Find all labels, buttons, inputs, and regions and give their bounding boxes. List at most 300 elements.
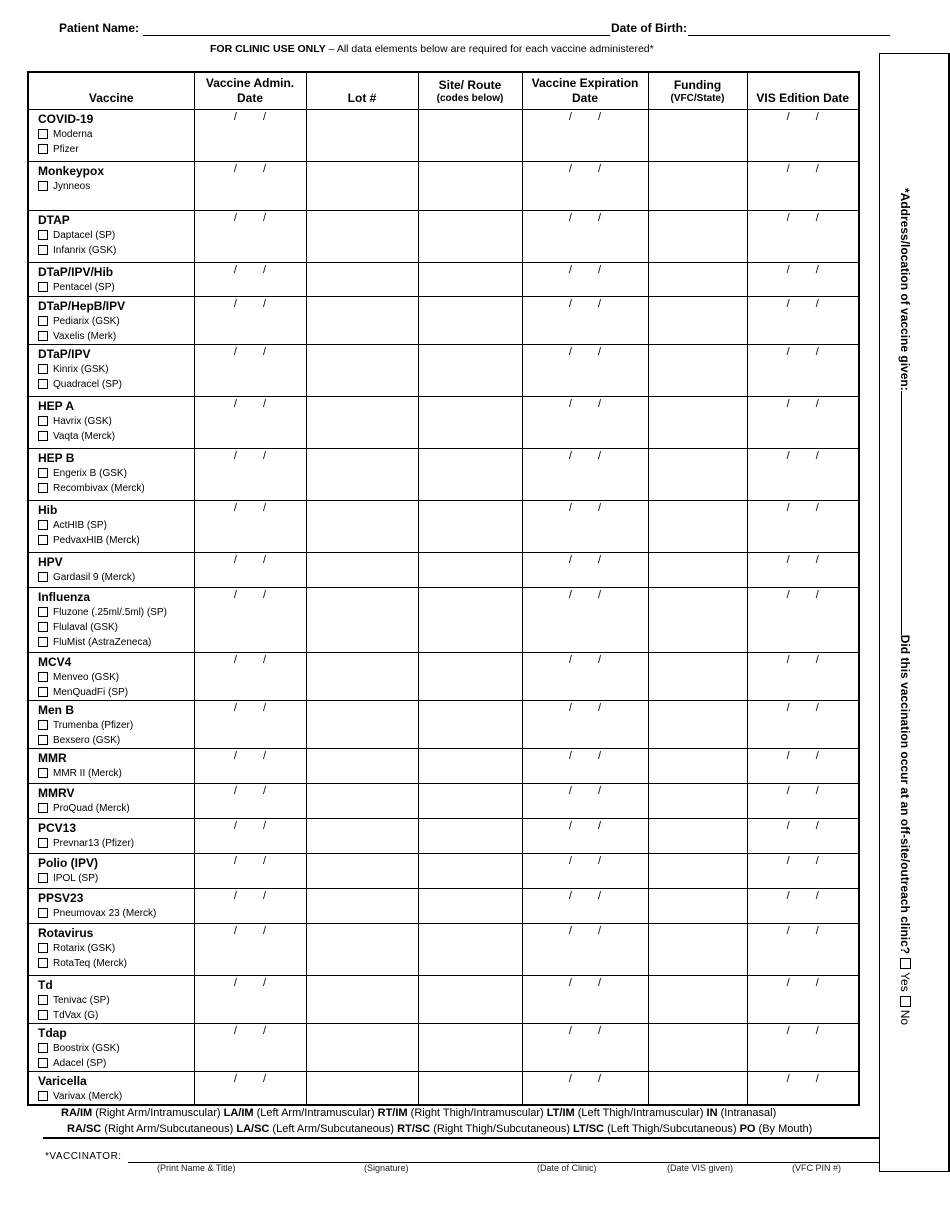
admin-date-cell[interactable]: / / [194, 1071, 306, 1105]
funding-cell[interactable] [648, 748, 747, 783]
option-checkbox[interactable] [38, 873, 48, 883]
route-code: RA/IM [61, 1107, 93, 1119]
vaccine-option [38, 243, 194, 258]
expiration-date-cell[interactable]: / / [522, 161, 648, 210]
vaccine-option [38, 414, 194, 429]
funding-cell[interactable] [648, 587, 747, 652]
expiration-date-cell[interactable]: / / [522, 975, 648, 1023]
route-code: IN [706, 1107, 718, 1119]
admin-date-cell[interactable]: / / [194, 109, 306, 161]
expiration-date-cell[interactable]: / / [522, 748, 648, 783]
option-checkbox[interactable] [38, 572, 48, 582]
vaccine-name: PCV13 [38, 820, 77, 835]
route-code: PO [739, 1123, 756, 1135]
vis-date-cell[interactable]: / / [747, 652, 859, 700]
vaccine-option [38, 801, 194, 816]
vaccine-name: HEP A [38, 398, 75, 413]
vaccine-cell [28, 448, 194, 500]
vis-date-cell[interactable]: / / [747, 262, 859, 296]
vaccine-cell [28, 262, 194, 296]
vaccine-name: MMR [38, 750, 67, 765]
yes-checkbox[interactable] [900, 958, 911, 969]
funding-cell[interactable] [648, 552, 747, 587]
funding-cell[interactable] [648, 296, 747, 344]
lot-cell[interactable] [306, 748, 418, 783]
expiration-date-cell[interactable]: / / [522, 109, 648, 161]
option-label: Quadracel (SP) [53, 378, 122, 390]
vis-date-cell[interactable]: / / [747, 210, 859, 262]
route-desc: (Right Arm/Intramuscular) [92, 1107, 224, 1119]
vis-date-cell[interactable]: / / [747, 296, 859, 344]
option-checkbox[interactable] [38, 181, 48, 191]
option-label: RotaTeq (Merck) [53, 957, 127, 969]
column-header-sub: (codes below) [436, 93, 504, 104]
option-checkbox[interactable] [38, 282, 48, 292]
field-date-of-clinic: (Date of Clinic) [537, 1163, 597, 1173]
vis-date-cell[interactable]: / / [747, 587, 859, 652]
option-label: Recombivax (Merck) [53, 482, 145, 494]
vaccine-option [38, 127, 194, 142]
option-label: Trumenba (Pfizer) [53, 719, 134, 731]
expiration-date-cell[interactable]: / / [522, 587, 648, 652]
table-header-row [28, 72, 859, 109]
option-checkbox[interactable] [38, 230, 48, 240]
offsite-question: Did this vaccination occur at an off-site/outreach clinic? [898, 634, 912, 955]
expiration-date-cell[interactable]: / / [522, 888, 648, 923]
expiration-date-cell[interactable]: / / [522, 448, 648, 500]
lot-cell[interactable] [306, 552, 418, 587]
expiration-date-cell[interactable]: / / [522, 500, 648, 552]
route-code: LT/IM [546, 1107, 575, 1119]
admin-date-cell[interactable]: / / [194, 1023, 306, 1071]
option-label: Tenivac (SP) [53, 994, 110, 1006]
option-checkbox[interactable] [38, 995, 48, 1005]
vaccine-option [38, 766, 194, 781]
vaccine-cell [28, 587, 194, 652]
option-checkbox[interactable] [38, 431, 48, 441]
expiration-date-cell[interactable]: / / [522, 853, 648, 888]
vis-date-cell[interactable]: / / [747, 1023, 859, 1071]
funding-cell[interactable] [648, 396, 747, 448]
vaccine-row [28, 652, 859, 700]
route-code: LA/IM [223, 1107, 254, 1119]
lot-cell[interactable] [306, 700, 418, 748]
patient-name-label: Patient Name: [59, 21, 140, 35]
option-checkbox[interactable] [38, 364, 48, 374]
vis-date-cell[interactable]: / / [747, 396, 859, 448]
vaccine-row [28, 1071, 859, 1105]
admin-date-cell[interactable]: / / [194, 888, 306, 923]
vis-date-cell[interactable]: / / [747, 448, 859, 500]
route-desc: (Left Arm/Subcutaneous) [269, 1123, 398, 1135]
column-header-label: Funding [673, 78, 722, 92]
expiration-date-cell[interactable]: / / [522, 552, 648, 587]
option-checkbox[interactable] [38, 1058, 48, 1068]
site-route-cell[interactable] [418, 853, 522, 888]
option-checkbox[interactable] [38, 1043, 48, 1053]
vis-date-cell[interactable]: / / [747, 818, 859, 853]
funding-cell[interactable] [648, 1071, 747, 1105]
option-checkbox[interactable] [38, 483, 48, 493]
admin-date-cell[interactable]: / / [194, 210, 306, 262]
expiration-date-cell[interactable]: / / [522, 700, 648, 748]
lot-cell[interactable] [306, 109, 418, 161]
vaccine-row [28, 500, 859, 552]
lot-cell[interactable] [306, 888, 418, 923]
option-checkbox[interactable] [38, 622, 48, 632]
vaccine-name: Td [38, 977, 53, 992]
option-checkbox[interactable] [38, 129, 48, 139]
option-checkbox[interactable] [38, 1091, 48, 1101]
clinic-use-text: – All data elements below are required for each vaccine administered* [325, 43, 654, 55]
column-header-label: Vaccine [88, 90, 134, 105]
vaccine-name: Influenza [38, 589, 91, 604]
vaccine-name: Men B [38, 702, 74, 717]
site-route-cell[interactable] [418, 1023, 522, 1071]
expiration-date-cell[interactable]: / / [522, 344, 648, 396]
site-route-cell[interactable] [418, 700, 522, 748]
funding-cell[interactable] [648, 161, 747, 210]
vis-date-cell[interactable]: / / [747, 748, 859, 783]
expiration-date-cell[interactable]: / / [522, 262, 648, 296]
vaccine-row [28, 853, 859, 888]
option-checkbox[interactable] [38, 672, 48, 682]
vaccine-cell [28, 700, 194, 748]
vaccine-option [38, 685, 194, 700]
option-checkbox[interactable] [38, 768, 48, 778]
clinic-use-note [210, 43, 654, 55]
lot-cell[interactable] [306, 1071, 418, 1105]
vis-date-cell[interactable]: / / [747, 700, 859, 748]
admin-date-cell[interactable]: / / [194, 853, 306, 888]
option-checkbox[interactable] [38, 735, 48, 745]
option-label: Kinrix (GSK) [53, 363, 109, 375]
lot-cell[interactable] [306, 396, 418, 448]
vis-date-cell[interactable]: / / [747, 783, 859, 818]
column-header-sub: (VFC/State) [670, 93, 725, 104]
vaccine-cell [28, 1023, 194, 1071]
option-checkbox[interactable] [38, 908, 48, 918]
address-label: *Address/location of vaccine given: [898, 188, 912, 391]
funding-cell[interactable] [648, 783, 747, 818]
address-field[interactable] [901, 391, 913, 635]
site-route-cell[interactable] [418, 500, 522, 552]
vaccine-option [38, 533, 194, 548]
site-route-cell[interactable] [418, 262, 522, 296]
lot-cell[interactable] [306, 262, 418, 296]
vaccine-cell [28, 296, 194, 344]
option-checkbox[interactable] [38, 803, 48, 813]
option-checkbox[interactable] [38, 637, 48, 647]
funding-cell[interactable] [648, 262, 747, 296]
site-route-cell[interactable] [418, 161, 522, 210]
lot-cell[interactable] [306, 1023, 418, 1071]
route-code: LA/SC [236, 1123, 270, 1135]
expiration-date-cell[interactable]: / / [522, 296, 648, 344]
route-codes-line-2 [67, 1123, 812, 1135]
option-checkbox[interactable] [38, 720, 48, 730]
vaccine-option [38, 1008, 194, 1023]
option-label: Engerix B (GSK) [53, 467, 127, 479]
table-body [28, 109, 859, 1105]
admin-date-cell[interactable]: / / [194, 700, 306, 748]
option-label: Havrix (GSK) [53, 415, 112, 427]
lot-cell[interactable] [306, 975, 418, 1023]
vaccine-cell [28, 210, 194, 262]
lot-cell[interactable] [306, 587, 418, 652]
funding-cell[interactable] [648, 109, 747, 161]
option-checkbox[interactable] [38, 416, 48, 426]
vis-date-cell[interactable]: / / [747, 1071, 859, 1105]
option-checkbox[interactable] [38, 468, 48, 478]
option-checkbox[interactable] [38, 958, 48, 968]
vaccine-option [38, 620, 194, 635]
lot-cell[interactable] [306, 344, 418, 396]
vaccine-option [38, 228, 194, 243]
option-checkbox[interactable] [38, 245, 48, 255]
vaccine-row [28, 700, 859, 748]
lot-cell[interactable] [306, 500, 418, 552]
expiration-date-cell[interactable]: / / [522, 923, 648, 975]
route-code: RA/SC [67, 1123, 102, 1135]
vaccine-cell [28, 888, 194, 923]
vis-date-cell[interactable]: / / [747, 888, 859, 923]
site-route-cell[interactable] [418, 344, 522, 396]
option-label: ProQuad (Merck) [53, 802, 130, 814]
vis-date-cell[interactable]: / / [747, 109, 859, 161]
funding-cell[interactable] [648, 652, 747, 700]
lot-cell[interactable] [306, 448, 418, 500]
funding-cell[interactable] [648, 818, 747, 853]
vis-date-cell[interactable]: / / [747, 853, 859, 888]
vaccine-cell [28, 975, 194, 1023]
clinic-use-bold: FOR CLINIC USE ONLY [210, 43, 326, 55]
funding-cell[interactable] [648, 975, 747, 1023]
expiration-date-cell[interactable]: / / [522, 1071, 648, 1105]
admin-date-cell[interactable]: / / [194, 396, 306, 448]
vaccine-option [38, 362, 194, 377]
column-header-label: Vaccine Admin. Date [205, 75, 295, 105]
funding-cell[interactable] [648, 210, 747, 262]
vaccine-cell [28, 500, 194, 552]
admin-date-cell[interactable]: / / [194, 975, 306, 1023]
route-desc: (Intranasal) [717, 1107, 777, 1119]
vaccine-name: DTaP/IPV [38, 346, 91, 361]
option-checkbox[interactable] [38, 144, 48, 154]
site-route-cell[interactable] [418, 1071, 522, 1105]
vaccine-name: MCV4 [38, 654, 72, 669]
option-checkbox[interactable] [38, 943, 48, 953]
vis-date-cell[interactable]: / / [747, 500, 859, 552]
no-checkbox[interactable] [900, 996, 911, 1007]
option-checkbox[interactable] [38, 316, 48, 326]
vis-date-cell[interactable]: / / [747, 975, 859, 1023]
admin-date-cell[interactable]: / / [194, 448, 306, 500]
column-header-label: Vaccine Expiration Date [531, 75, 639, 105]
funding-cell[interactable] [648, 344, 747, 396]
lot-cell[interactable] [306, 923, 418, 975]
vaccine-name: Polio (IPV) [38, 855, 98, 870]
option-checkbox[interactable] [38, 687, 48, 697]
vaccine-option [38, 280, 194, 295]
option-label: Pfizer [53, 143, 79, 155]
funding-cell[interactable] [648, 700, 747, 748]
vaccinator-field[interactable] [128, 1162, 880, 1163]
funding-cell[interactable] [648, 448, 747, 500]
site-route-cell[interactable] [418, 552, 522, 587]
option-checkbox[interactable] [38, 379, 48, 389]
admin-date-cell[interactable]: / / [194, 161, 306, 210]
yes-label: Yes [898, 972, 912, 992]
option-label: Vaxelis (Merk) [53, 330, 117, 342]
vaccine-option [38, 670, 194, 685]
funding-cell[interactable] [648, 1023, 747, 1071]
vaccine-row [28, 1023, 859, 1071]
option-label: TdVax (G) [53, 1009, 99, 1021]
expiration-date-cell[interactable]: / / [522, 818, 648, 853]
site-route-cell[interactable] [418, 652, 522, 700]
vis-date-cell[interactable]: / / [747, 552, 859, 587]
vaccine-option [38, 1089, 194, 1104]
funding-cell[interactable] [648, 500, 747, 552]
vaccine-cell [28, 818, 194, 853]
side-panel [879, 53, 950, 1172]
dob-field[interactable] [688, 35, 890, 36]
admin-date-cell[interactable]: / / [194, 818, 306, 853]
expiration-date-cell[interactable]: / / [522, 652, 648, 700]
patient-name-field[interactable] [143, 35, 610, 36]
vis-date-cell[interactable]: / / [747, 161, 859, 210]
column-header [306, 72, 418, 109]
route-code: RT/IM [377, 1107, 408, 1119]
vis-date-cell[interactable]: / / [747, 344, 859, 396]
route-code: LT/SC [573, 1123, 605, 1135]
option-label: Varivax (Merck) [53, 1090, 123, 1102]
admin-date-cell[interactable]: / / [194, 748, 306, 783]
site-route-cell[interactable] [418, 748, 522, 783]
site-route-cell[interactable] [418, 210, 522, 262]
admin-date-cell[interactable]: / / [194, 262, 306, 296]
option-checkbox[interactable] [38, 331, 48, 341]
vaccine-option [38, 1056, 194, 1071]
admin-date-cell[interactable]: / / [194, 923, 306, 975]
option-checkbox[interactable] [38, 607, 48, 617]
site-route-cell[interactable] [418, 923, 522, 975]
option-label: Bexsero (GSK) [53, 734, 121, 746]
vaccine-row [28, 296, 859, 344]
vaccine-row [28, 748, 859, 783]
vaccine-option [38, 906, 194, 921]
site-route-cell[interactable] [418, 296, 522, 344]
vaccine-row [28, 448, 859, 500]
expiration-date-cell[interactable]: / / [522, 1023, 648, 1071]
route-desc: (By Mouth) [755, 1123, 813, 1135]
site-route-cell[interactable] [418, 888, 522, 923]
option-label: Fluzone (.25ml/.5ml) (SP) [53, 606, 167, 618]
lot-cell[interactable] [306, 296, 418, 344]
vaccine-row [28, 818, 859, 853]
option-label: Infanrix (GSK) [53, 244, 117, 256]
option-label: Pediarix (GSK) [53, 315, 120, 327]
expiration-date-cell[interactable]: / / [522, 210, 648, 262]
option-label: Rotarix (GSK) [53, 942, 116, 954]
option-checkbox[interactable] [38, 838, 48, 848]
admin-date-cell[interactable]: / / [194, 652, 306, 700]
expiration-date-cell[interactable]: / / [522, 783, 648, 818]
admin-date-cell[interactable]: / / [194, 783, 306, 818]
funding-cell[interactable] [648, 923, 747, 975]
vaccine-row [28, 975, 859, 1023]
admin-date-cell[interactable]: / / [194, 500, 306, 552]
column-header-label: VIS Edition Date [756, 90, 850, 105]
column-header [418, 72, 522, 109]
option-checkbox[interactable] [38, 535, 48, 545]
vaccine-name: DTaP/HepB/IPV [38, 298, 126, 313]
admin-date-cell[interactable]: / / [194, 587, 306, 652]
option-label: Jynneos [53, 180, 91, 192]
vaccine-name: Rotavirus [38, 925, 94, 940]
vaccine-name: MMRV [38, 785, 75, 800]
column-header [522, 72, 648, 109]
site-route-cell[interactable] [418, 818, 522, 853]
site-route-cell[interactable] [418, 975, 522, 1023]
site-route-cell[interactable] [418, 587, 522, 652]
option-label: MenQuadFi (SP) [53, 686, 129, 698]
field-date-vis-given: (Date VIS given) [667, 1163, 734, 1173]
vaccine-cell [28, 1071, 194, 1105]
option-checkbox[interactable] [38, 520, 48, 530]
admin-date-cell[interactable]: / / [194, 344, 306, 396]
column-header [194, 72, 306, 109]
option-label: MMR II (Merck) [53, 767, 122, 779]
site-route-cell[interactable] [418, 396, 522, 448]
vaccine-name: COVID-19 [38, 111, 94, 126]
option-checkbox[interactable] [38, 1010, 48, 1020]
vaccine-name: HEP B [38, 450, 75, 465]
vaccine-option [38, 733, 194, 748]
route-desc: (Right Thigh/Intramuscular) [407, 1107, 547, 1119]
vaccine-table [27, 71, 860, 1106]
lot-cell[interactable] [306, 210, 418, 262]
funding-cell[interactable] [648, 853, 747, 888]
vaccine-option [38, 314, 194, 329]
site-route-cell[interactable] [418, 783, 522, 818]
funding-cell[interactable] [648, 888, 747, 923]
lot-cell[interactable] [306, 818, 418, 853]
lot-cell[interactable] [306, 161, 418, 210]
vaccine-option [38, 179, 194, 194]
option-label: Vaqta (Merck) [53, 430, 116, 442]
lot-cell[interactable] [306, 652, 418, 700]
option-label: IPOL (SP) [53, 872, 99, 884]
option-label: Pneumovax 23 (Merck) [53, 907, 157, 919]
lot-cell[interactable] [306, 783, 418, 818]
column-header-label: Lot # [347, 90, 377, 105]
vaccine-cell [28, 923, 194, 975]
vis-date-cell[interactable]: / / [747, 923, 859, 975]
vaccine-option [38, 481, 194, 496]
admin-date-cell[interactable]: / / [194, 296, 306, 344]
field-print-name: (Print Name & Title) [157, 1163, 236, 1173]
vaccine-row [28, 109, 859, 161]
site-route-cell[interactable] [418, 448, 522, 500]
expiration-date-cell[interactable]: / / [522, 396, 648, 448]
lot-cell[interactable] [306, 853, 418, 888]
site-route-cell[interactable] [418, 109, 522, 161]
admin-date-cell[interactable]: / / [194, 552, 306, 587]
vaccine-cell [28, 344, 194, 396]
route-codes-line-1 [61, 1107, 776, 1119]
